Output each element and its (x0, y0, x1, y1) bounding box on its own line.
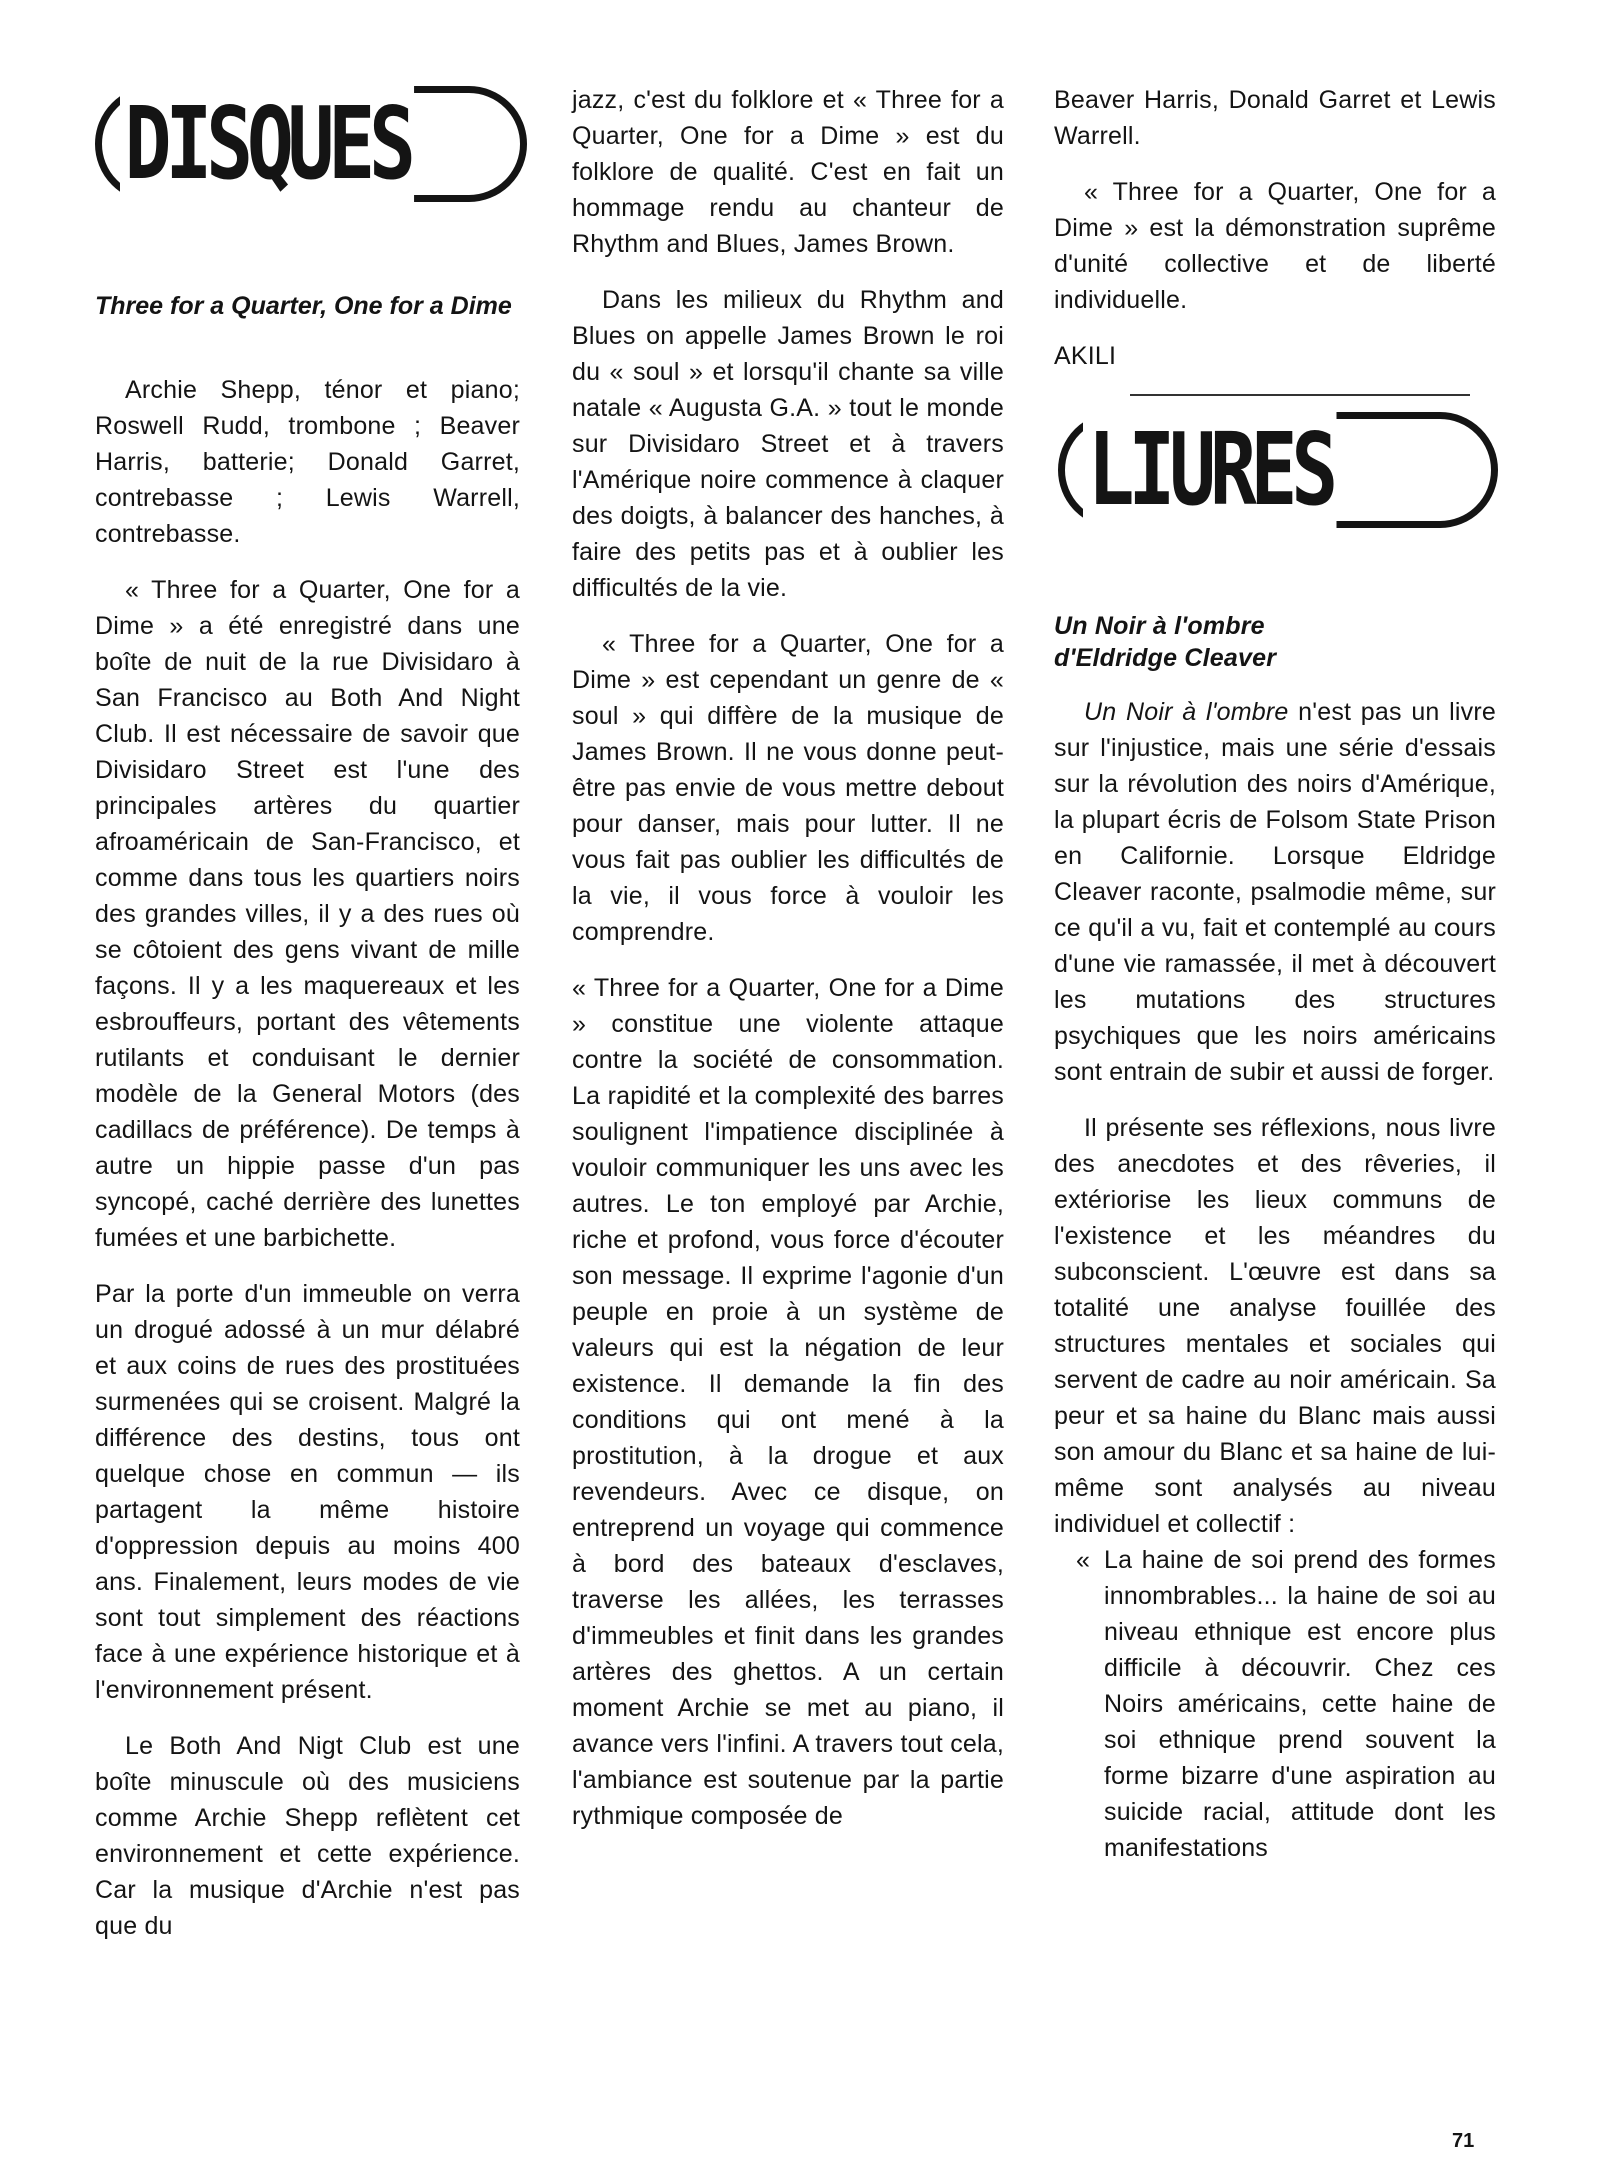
column-2 (572, 82, 1004, 1854)
paragraph: Beaver Harris, Donald Garret et Lewis Warrell. (1054, 86, 1496, 150)
block-quote (1054, 1542, 1496, 1866)
book-title-line-2: d'Eldridge Cleaver (1054, 644, 1277, 672)
paragraph: Il présente ses réflexions, nous livre des anecdotes et des rêveries, il extériorise les lieux communs de l'existence et les méandres du subconscient. L'œuvre est dans sa totalité une analyse fouillée des structures mentales et sociales qui servent de cadre au noir américain. Sa peur et sa haine du Blanc mais aussi son amour du Blanc et sa haine de lui-même sont analysés au niveau individuel et collectif : (1054, 1114, 1496, 1538)
paragraph: Dans les milieux du Rhythm and Blues on appelle James Brown le roi du « soul » et lorsqu'il chante sa ville natale « Augusta G.A. » tout le monde sur Divisidaro Street et à travers l'Amérique noire commence à claquer des doigts, à balancer des hanches, à faire des petits pas et à oublier les difficultés de la vie. (572, 286, 1004, 602)
livres-section-logo (1058, 412, 1498, 528)
book-title-inline: Un Noir à l'ombre (1084, 698, 1289, 726)
livres-logo-text: LIURES (1083, 405, 1337, 535)
column-3 (1054, 82, 1496, 396)
author-signature: AKILI (1054, 342, 1117, 370)
disques-section-logo (95, 86, 527, 202)
disques-logo-text: DISQUES (120, 79, 414, 209)
article-title-three-for-a-quarter: Three for a Quarter, One for a Dime (95, 292, 512, 320)
paragraph: « Three for a Quarter, One for a Dime » constitue une violente attaque contre la société de consommation. La rapidité et la complexité des barres soulignent l'impatience disciplinée à vouloir communiquer les uns avec les autres. Le ton employé par Archie, riche et profond, vous force d'écouter son message. Il exprime l'agonie d'un peuple en proie à un système de valeurs qui est la négation de leur existence. Il demande la fin des conditions qui ont mené à la prostitution, à la drogue et aux revendeurs. Avec ce disque, on entreprend un voyage qui commence à bord des bateaux d'esclaves, traverse les allées, les terrasses d'immeubles et finit dans les grandes artères des ghettos. A un certain moment Archie se met au piano, il avance vers l'infini. A travers tout cela, l'ambiance est soutenue par la partie rythmique composée de (572, 974, 1004, 1830)
paragraph: « Three for a Quarter, One for a Dime » a été enregistré dans une boîte de nuit de la rue Divisidaro à San Francisco au Both And Night Club. Il est nécessaire de savoir que Divisidaro Street est l'une des principales artères du quartier afroaméricain de San-Francisco, et comme dans tous les quartiers noirs des grandes villes, il y a des rues où se côtoient des gens vivant de mille façons. Il y a les maquereaux et les esbrouffeurs, portant des vêtements rutilants et conduisant le dernier modèle de la General Motors (des cadillacs de préférence). De temps à autre un hippie passe d'un pas syncopé, caché derrière des lunettes fumées et une barbichette. (95, 576, 520, 1252)
quote-text: La haine de soi prend des formes innombrables... la haine de soi au niveau ethnique est encore plus difficile à découvrir. Chez ces Noirs américains, cette haine de soi ethnique prend souvent la forme bizarre d'une aspiration au suicide racial, attitude dont les manifestations (1104, 1546, 1496, 1862)
column-1 (95, 372, 520, 1964)
paragraph-credits: Archie Shepp, ténor et piano; Roswell Rudd, trombone ; Beaver Harris, batterie; Donald Garret, contrebasse ; Lewis Warrell, contrebasse. (95, 376, 520, 548)
quote-mark: « (1076, 1546, 1091, 1574)
paragraph: Le Both And Nigt Club est une boîte minuscule où des musiciens comme Archie Shepp reflètent cet environnement et cette expérience. Car la musique d'Archie n'est pas que du (95, 1732, 520, 1940)
paragraph: Par la porte d'un immeuble on verra un drogué adossé à un mur délabré et aux coins de rues des prostituées surmenées qui se croisent. Malgré la différence des destins, tous ont quelque chose en commun — ils partagent la même histoire d'oppression depuis au moins 400 ans. Finalement, leurs modes de vie sont tout simplement des réactions face à une expérience historique et à l'environnement présent. (95, 1280, 520, 1704)
paragraph: jazz, c'est du folklore et « Three for a Quarter, One for a Dime » est du folklore de qualité. C'est en fait un hommage rendu au chanteur de Rhythm and Blues, James Brown. (572, 86, 1004, 258)
book-review-title (1054, 610, 1496, 674)
paragraph-text: n'est pas un livre sur l'injustice, mais une série d'essais sur la révolution des noirs d'Amérique, la plupart écris de Folsom State Prison en Californie. Lorsque Eldridge Cleaver raconte, psalmodie même, sur ce qu'il a vu, fait et contemplé au cours d'une vie ramassée, il met à découvert les mutations des structures psychiques que les noirs américains sont entrain de subir et aussi de forger. (1054, 698, 1496, 1086)
section-divider (1130, 394, 1470, 396)
paragraph: « Three for a Quarter, One for a Dime » est la démonstration suprême d'unité collective et de liberté individuelle. (1054, 178, 1496, 314)
column-3-book-review (1054, 610, 1496, 1886)
page-number: 71 (1452, 2130, 1475, 2152)
paragraph: « Three for a Quarter, One for a Dime » est cependant un genre de « soul » qui diffère de la musique de James Brown. Il ne vous donne peut-être pas envie de vous mettre debout pour danser, mais pour lutter. Il ne vous fait pas oublier les difficultés de la vie, il vous force à vouloir les comprendre. (572, 630, 1004, 946)
paragraph (1054, 694, 1496, 1090)
book-title-line-1: Un Noir à l'ombre (1054, 612, 1265, 640)
